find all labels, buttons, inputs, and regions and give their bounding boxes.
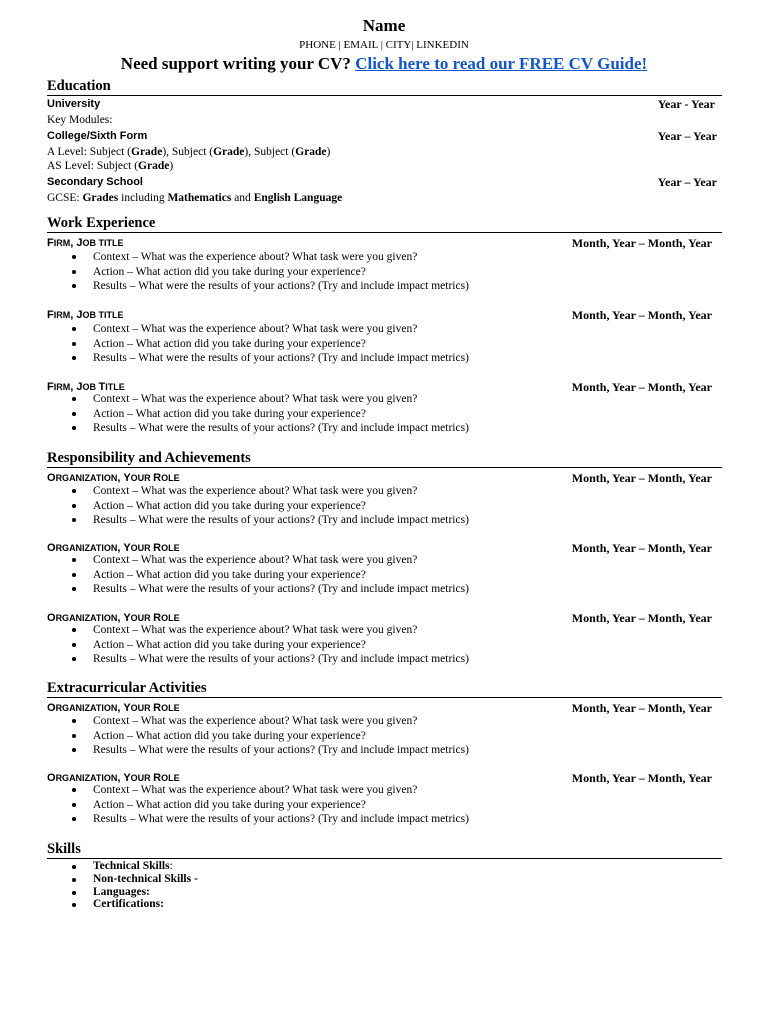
work-entry-dates: Month, Year – Month, Year: [571, 308, 712, 322]
list-item: Results – What were the results of your actions? (Try and include impact metrics): [47, 279, 469, 294]
extracurricular-entry-bullets: [47, 714, 469, 758]
promo-line: [0, 53, 768, 75]
work-entry-dates: Month, Year – Month, Year: [571, 380, 712, 394]
work-entry-title: FIRM, JOB TITLE: [47, 309, 124, 321]
list-item: Context – What was the experience about? What task were you given?: [47, 484, 469, 499]
cv-name: Name: [362, 16, 406, 35]
skills-item-non-technical: Non-technical Skills -: [47, 873, 198, 886]
responsibility-entry-title: ORGANIZATION, YOUR ROLE: [47, 472, 180, 484]
work-entry-dates: Month, Year – Month, Year: [571, 236, 712, 250]
section-title-responsibility: Responsibility and Achievements: [47, 449, 722, 468]
as-level-line: AS Level: Subject (Grade): [47, 160, 174, 172]
section-title-skills: Skills: [47, 840, 722, 859]
list-item: Results – What were the results of your actions? (Try and include impact metrics): [47, 513, 469, 528]
section-title-education: Education: [47, 77, 722, 96]
responsibility-entry-title: ORGANIZATION, YOUR ROLE: [47, 542, 180, 554]
education-school: Secondary School: [47, 176, 143, 188]
list-item: Context – What was the experience about? What task were you given?: [47, 322, 469, 337]
gcse-line: GCSE: Grades including Mathematics and English Language: [47, 192, 343, 204]
list-item: Context – What was the experience about? What task were you given?: [47, 553, 469, 568]
list-item: Results – What were the results of your actions? (Try and include impact metrics): [47, 351, 469, 366]
list-item: Action – What action did you take during your experience?: [47, 265, 469, 280]
list-item: Action – What action did you take during your experience?: [47, 798, 469, 813]
education-university: University: [47, 98, 101, 110]
responsibility-entry-bullets: [47, 623, 469, 667]
list-item: Context – What was the experience about? What task were you given?: [47, 714, 469, 729]
skills-list: [47, 860, 198, 911]
promo-text: Need support writing your CV?: [120, 54, 356, 73]
list-item: Context – What was the experience about? What task were you given?: [47, 783, 469, 798]
work-entry-title: FIRM, JOB TITLE: [47, 237, 124, 249]
list-item: Action – What action did you take during your experience?: [47, 729, 469, 744]
responsibility-entry-dates: Month, Year – Month, Year: [571, 471, 712, 485]
list-item: Action – What action did you take during your experience?: [47, 337, 469, 352]
section-title-work-experience: Work Experience: [47, 214, 722, 233]
extracurricular-entry-title: ORGANIZATION, YOUR ROLE: [47, 702, 180, 714]
list-item: Action – What action did you take during your experience?: [47, 407, 469, 422]
extracurricular-entry-bullets: [47, 783, 469, 827]
list-item: Results – What were the results of your actions? (Try and include impact metrics): [47, 421, 469, 436]
list-item: Action – What action did you take during your experience?: [47, 568, 469, 583]
extracurricular-entry-dates: Month, Year – Month, Year: [571, 771, 712, 785]
contact-line: PHONE | EMAIL | CITY| LINKEDIN: [299, 39, 469, 51]
section-title-extracurricular: Extracurricular Activities: [47, 679, 722, 698]
responsibility-entry-dates: Month, Year – Month, Year: [571, 541, 712, 555]
work-entry-title: FIRM, JOB TITLE: [47, 381, 125, 393]
extracurricular-entry-dates: Month, Year – Month, Year: [571, 701, 712, 715]
skills-item-certifications: Certifications:: [47, 898, 198, 911]
responsibility-entry-bullets: [47, 553, 469, 597]
list-item: Results – What were the results of your actions? (Try and include impact metrics): [47, 582, 469, 597]
list-item: Action – What action did you take during your experience?: [47, 638, 469, 653]
list-item: Action – What action did you take during your experience?: [47, 499, 469, 514]
work-entry-bullets: [47, 322, 469, 366]
key-modules: Key Modules:: [47, 114, 113, 126]
work-entry-bullets: [47, 392, 469, 436]
education-university-dates: Year - Year: [657, 97, 715, 111]
education-school-dates: Year – Year: [657, 175, 717, 189]
work-entry-bullets: [47, 250, 469, 294]
list-item: Results – What were the results of your actions? (Try and include impact metrics): [47, 652, 469, 667]
cv-guide-link[interactable]: Click here to read our FREE CV Guide!: [355, 54, 648, 73]
education-college: College/Sixth Form: [47, 130, 148, 142]
list-item: Results – What were the results of your actions? (Try and include impact metrics): [47, 812, 469, 827]
a-level-line: A Level: Subject (Grade), Subject (Grade), Subject (Grade): [47, 146, 331, 158]
extracurricular-entry-title: ORGANIZATION, YOUR ROLE: [47, 772, 180, 784]
list-item: Context – What was the experience about? What task were you given?: [47, 392, 469, 407]
skills-item-technical: Technical Skills:: [47, 860, 198, 873]
skills-item-languages: Languages:: [47, 886, 198, 899]
list-item: Context – What was the experience about? What task were you given?: [47, 623, 469, 638]
education-college-dates: Year – Year: [657, 129, 717, 143]
responsibility-entry-title: ORGANIZATION, YOUR ROLE: [47, 612, 180, 624]
responsibility-entry-bullets: [47, 484, 469, 528]
responsibility-entry-dates: Month, Year – Month, Year: [571, 611, 712, 625]
list-item: Context – What was the experience about? What task were you given?: [47, 250, 469, 265]
list-item: Results – What were the results of your actions? (Try and include impact metrics): [47, 743, 469, 758]
